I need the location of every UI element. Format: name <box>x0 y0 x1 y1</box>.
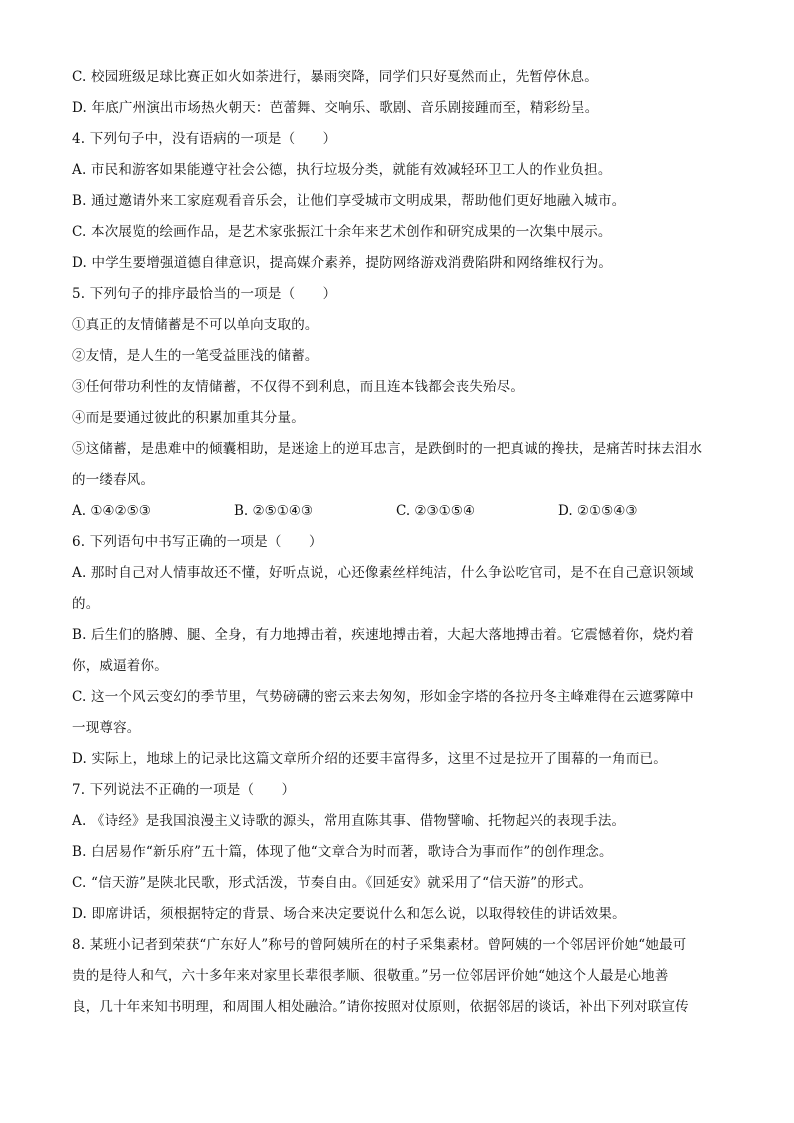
q4-option-a: A. 市民和游客如果能遵守社会公德，执行垃圾分类，就能有效减轻环卫工人的作业负担。 <box>72 162 612 178</box>
q4-option-d: D. 中学生要增强道德自律意识，提高媒介素养，提防网络游戏消费陷阱和网络维权行为。 <box>72 255 613 271</box>
q4-option-b: B. 通过邀请外来工家庭观看音乐会，让他们享受城市文明成果，帮助他们更好地融入城市。 <box>72 193 626 209</box>
q5-sentence-1: ①真正的友情储蓄是不可以单向支取的。 <box>72 317 319 333</box>
q8-stem-line-2: 贵的是待人和气，六十多年来对家里长辈很孝顺、很敬重。”另一位邻居评价她“她这个人最是心地善 <box>72 968 669 984</box>
q6-stem: 6. 下列语句中书写正确的一项是（ ） <box>72 534 323 550</box>
q4-option-c: C. 本次展览的绘画作品，是艺术家张振江十余年来艺术创作和研究成果的一次集中展示。 <box>72 224 612 240</box>
q5-sentence-3: ③任何带功利性的友情储蓄，不仅得不到利息，而且连本钱都会丧失殆尽。 <box>72 379 525 395</box>
q7-option-a: A. 《诗经》是我国浪漫主义诗歌的源头，常用直陈其事、借物譬喻、托物起兴的表现手法。 <box>72 813 626 829</box>
q8-stem-line-3: 良，几十年来知书明理，和周围人相处融洽。”请你按照对仗原则，依据邻居的谈话，补出下列对联宣传 <box>72 999 689 1015</box>
q6-option-b-cont: 你，威逼着你。 <box>72 658 168 674</box>
q5-option-d: D. ②①⑤④③ <box>558 503 638 519</box>
q4-stem: 4. 下列句子中，没有语病的一项是（ ） <box>72 131 337 147</box>
q5-sentence-5: ⑤这储蓄，是患难中的倾囊相助，是迷途上的逆耳忠言，是跌倒时的一把真诚的搀扶，是痛苦时抹去泪水 <box>72 441 703 457</box>
q6-option-c: C. 这一个风云变幻的季节里，气势磅礴的密云来去匆匆，形如金字塔的各拉丹冬主峰难得在云遮雾障中 <box>72 689 694 705</box>
q5-option-a: A. ①④②⑤③ <box>72 503 151 519</box>
q8-stem-line-1: 8. 某班小记者到荣获“广东好人”称号的曾阿姨所在的村子采集素材。曾阿姨的一个邻居评价她“她最可 <box>72 937 687 953</box>
q6-option-a: A. 那时自己对人情事故还不懂，好听点说，心还像素丝样纯洁，什么争讼吃官司，是不在自己意识领域 <box>72 565 694 581</box>
q5-option-b: B. ②⑤①④③ <box>234 503 314 519</box>
q7-option-d: D. 即席讲话，须根据特定的背景、场合来决定要说什么和怎么说，以取得较佳的讲话效果。 <box>72 906 626 922</box>
q6-option-b: B. 后生们的胳膊、腿、全身，有力地搏击着，疾速地搏击着，大起大落地搏击着。它震憾着你，烧灼着 <box>72 627 694 643</box>
q5-option-c: C. ②③①⑤④ <box>396 503 475 519</box>
q3-option-c: C. 校园班级足球比赛正如火如荼进行，暴雨突降，同学们只好戛然而止，先暂停休息。 <box>72 69 598 85</box>
q5-sentence-4: ④而是要通过彼此的积累加重其分量。 <box>72 410 305 426</box>
q6-option-c-cont: 一现尊容。 <box>72 720 141 736</box>
q5-sentence-2: ②友情，是人生的一笔受益匪浅的储蓄。 <box>72 348 319 364</box>
q7-option-b: B. 白居易作“新乐府”五十篇，体现了他“文章合为时而著，歌诗合为事而作”的创作理念。 <box>72 844 613 860</box>
q6-option-a-cont: 的。 <box>72 596 100 612</box>
q7-stem: 7. 下列说法不正确的一项是（ ） <box>72 782 296 798</box>
q3-option-d: D. 年底广州演出市场热火朝天：芭蕾舞、交响乐、歌剧、音乐剧接踵而至，精彩纷呈。 <box>72 100 599 116</box>
q5-stem: 5. 下列句子的排序最恰当的一项是（ ） <box>72 286 337 302</box>
q6-option-d: D. 实际上，地球上的记录比这篇文章所介绍的还要丰富得多，这里不过是拉开了围幕的一角而已。 <box>72 751 667 767</box>
q7-option-c: C. “信天游”是陕北民歌，形式活泼，节奏自由。《回延安》就采用了“信天游”的形式。 <box>72 875 593 891</box>
q5-sentence-5-cont: 的一缕春风。 <box>72 472 155 488</box>
